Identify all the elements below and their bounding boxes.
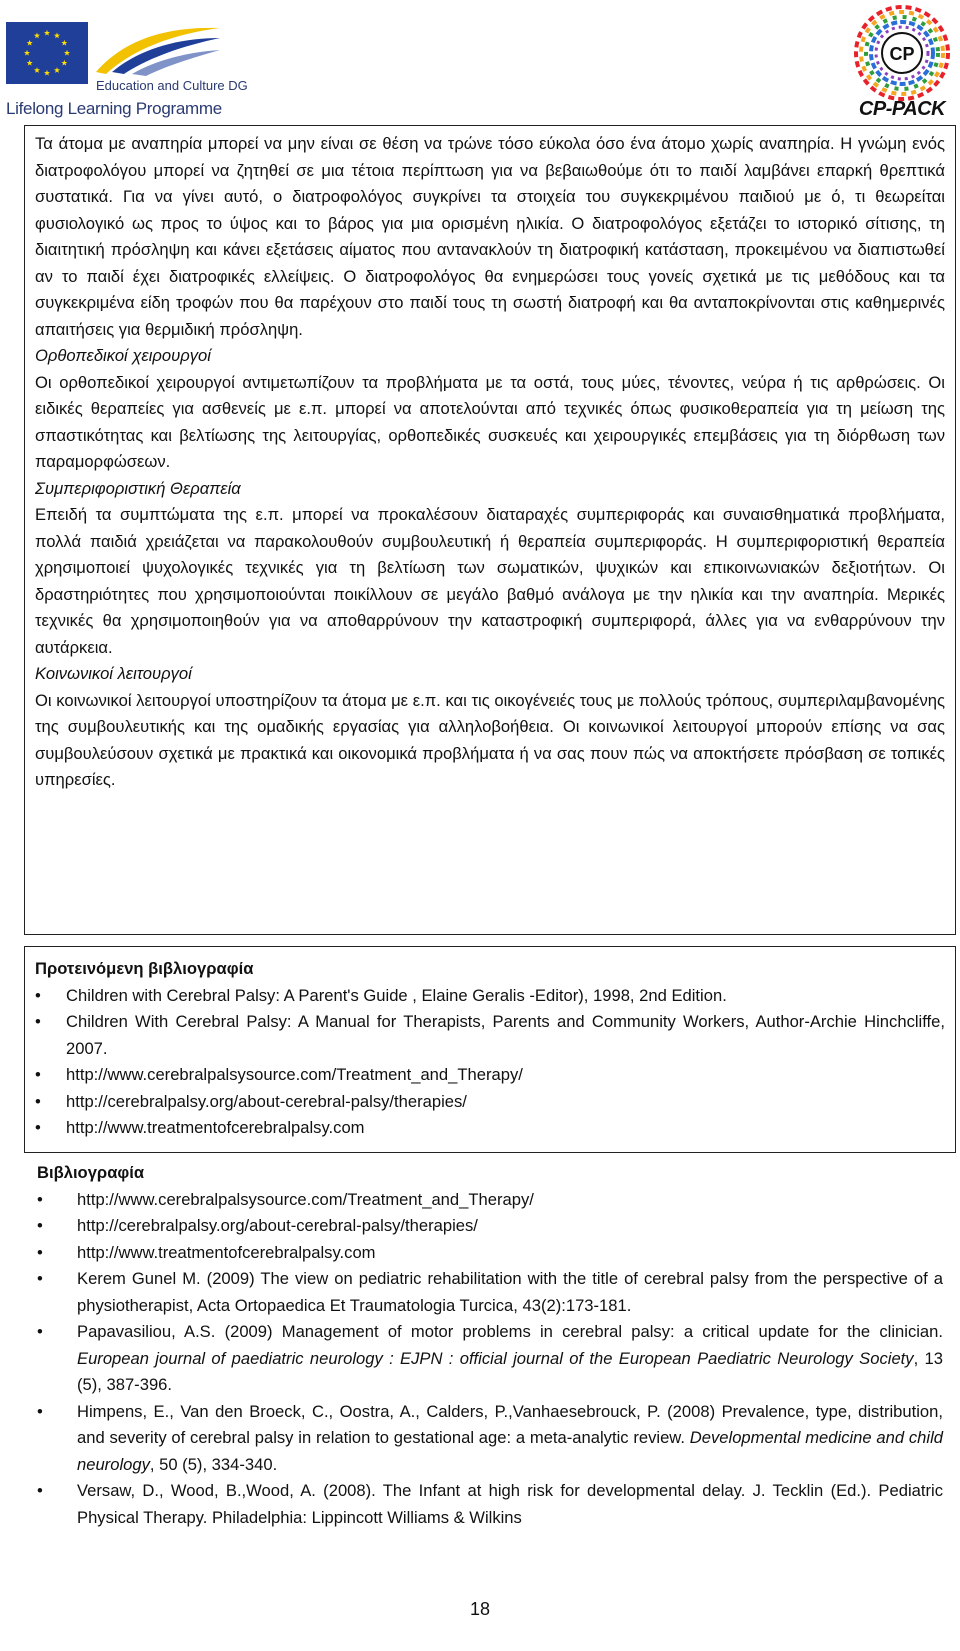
suggested-bibliography-box xyxy=(24,946,956,1153)
cp-logo-letters: CP xyxy=(889,44,915,64)
social-workers-heading: Κοινωνικοί λειτουργοί xyxy=(35,664,192,683)
orthopedic-heading: Ορθοπεδικοί χειρουργοί xyxy=(35,346,211,365)
bullet-icon: • xyxy=(35,1012,41,1031)
list-item xyxy=(37,1187,943,1214)
bibliography-list xyxy=(37,1187,943,1532)
behavioral-heading: Συμπεριφοριστική Θεραπεία xyxy=(35,478,241,498)
list-item xyxy=(37,1240,943,1267)
link[interactable]: http://www.treatmentofcerebralpalsy.com xyxy=(77,1242,376,1262)
suggested-bibliography-heading: Προτεινόμενη βιβλιογραφία xyxy=(35,959,254,978)
list-item xyxy=(35,1115,945,1142)
eu-flag-icon xyxy=(6,22,88,84)
list-item: • Papavasiliou, A.S. (2009) Management of motor problems in cerebral palsy: a critical update for the clinician. European journal of paediatric neurology : EJPN : official journal of the European Paediatric Neurology Society, 13 (5), 387-396. xyxy=(37,1319,943,1399)
page-number: 18 xyxy=(469,1599,491,1619)
page-header xyxy=(0,0,960,124)
cp-pack-label: CP-PACK xyxy=(858,98,946,120)
link[interactable]: http://cerebralpalsy.org/about-cerebral-palsy/therapies/ xyxy=(77,1216,478,1235)
list-item xyxy=(35,1062,945,1089)
bullet-icon: • xyxy=(37,1216,43,1235)
list-item: • Kerem Gunel M. (2009) The view on pediatric rehabilitation with the title of cerebral palsy from the perspective of a physiotherapist, Acta Ortopaedica Et Traumatologia Turcica, 43(2):173-181. xyxy=(37,1266,943,1319)
list-item xyxy=(35,1089,945,1116)
main-content-box xyxy=(24,125,956,935)
behavioral-paragraph: Επειδή τα συμπτώματα της ε.π. μπορεί να προκαλέσουν διαταραχές συμπεριφοράς και συναισθηματικά προβλήματα, πολλά παιδιά χρειάζεται να παρακολουθούν συμβουλευτική ή θεραπεία συμπεριφοράς. Η συμπεριφοριστική θεραπεία χρησιμοποιεί ψυχολογικές τεχνικές για τη βελτίωση των σωματικών, ψυχικών και επικοινωνιακών δεξιοτήτων. Οι δραστηριότητες που χρησιμοποιούνται ποικίλλουν σε μεγάλο βαθμό ανάλογα με την ηλικία και την αναπηρία. Μερικές τεχνικές θα χρησιμοποιηθούν για να αποθαρρύνουν την καταστροφική συμπεριφορά, άλλες για να ενθαρρύνουν την αυτάρκεια. xyxy=(35,505,945,657)
list-item xyxy=(37,1213,943,1240)
social-workers-paragraph: Οι κοινωνικοί λειτουργοί υποστηρίζουν τα άτομα με ε.π. και τις οικογένειές τους με πολλούς τρόπους, συμπεριλαμβανομένης της συμβουλευτικής και της ομαδικής εργασίας για αλληλοβοήθεια. Οι κοινωνικοί λειτουργοί μπορούν επίσης να σας συμβουλεύσουν σχετικά με πρακτικά και οικονομικά προβλήματα ή να σας πουν πώς να αποκτήσετε πρόσβαση σε τοπικές υπηρεσίες. xyxy=(35,690,945,789)
list-item: • Children With Cerebral Palsy: A Manual for Therapists, Parents and Community Workers, Author-Archie Hinchcliffe, 2007. xyxy=(35,1009,945,1062)
link[interactable]: http://www.treatmentofcerebralpalsy.com xyxy=(66,1118,365,1137)
bullet-icon: • xyxy=(35,985,41,1005)
bullet-icon: • xyxy=(37,1322,43,1341)
cp-pack-logo-icon xyxy=(852,2,952,104)
bibliography-section xyxy=(37,1160,943,1531)
orthopedic-paragraph: Οι ορθοπεδικοί χειρουργοί αντιμετωπίζουν τα προβλήματα με τα οστά, τους μύες, τένοντες, νεύρα ή τις αρθρώσεις. Οι ειδικές θεραπείες για ασθενείς με ε.π. μπορεί να αποτελούνται από τεχνικές όπως φυσικοθεραπεία για τη μείωση της σπαστικότητας και βελτίωσης της λειτουργίας, ορθοπεδικές συσκευές και χειρουργικές επεμβάσεις για τη διόρθωση των παραμορφώσεων. xyxy=(35,372,945,471)
lifelong-learning-label: Lifelong Learning Programme xyxy=(6,99,222,118)
bullet-icon: • xyxy=(35,1091,41,1111)
suggested-bibliography-list xyxy=(35,983,945,1142)
bullet-icon: • xyxy=(37,1401,43,1421)
bullet-icon: • xyxy=(37,1242,43,1262)
bullet-icon: • xyxy=(35,1118,41,1137)
nutritionist-paragraph: Τα άτομα με αναπηρία μπορεί να μην είναι σε θέση να τρώνε τόσο εύκολα όσο ένα άτομο χωρίς αναπηρία. Η γνώμη ενός διατροφολόγου μπορεί να ζητηθεί σε μια τέτοια περίπτωση για να βεβαιωθούμε ότι το παιδί λαμβάνει επαρκή θρεπτικά συστατικά. Για να γίνει αυτό, ο διατροφολόγος συγκρίνει τα στοιχεία του συγκεκριμένου παιδιού με ό, τι θεωρείται φυσιολογικό ως προς το ύψος και το βάρος για μια ορισμένη ηλικία. Ο διατροφολόγος εξετάζει το ιστορικό σίτισης, τη διαιτητική πρόσληψη και κάνει εξετάσεις αίματος που αντανακλούν τη διατροφική κατάσταση, προκειμένου να διαπιστωθεί αν το παιδί έχει διατροφικές ελλείψεις. Ο διατροφολόγος θα ενημερώσει τους γονείς σχετικά με τις μεθόδους και τα συγκεκριμένα είδη τροφών που θα παρέχουν στο παιδί τους τη σωστή διατροφή και θα ανταποκρίνονται στις καθημερινές απαιτήσεις για θερμιδική πρόσληψη. xyxy=(35,134,945,339)
list-item: • Versaw, D., Wood, B.,Wood, A. (2008). The Infant at high risk for developmental delay. J. Tecklin (Ed.). Pediatric Physical Therapy. Philadelphia: Lippincott Williams & Wilkins xyxy=(37,1478,943,1531)
education-and-culture-label: Education and Culture DG xyxy=(96,78,248,93)
link[interactable]: http://www.cerebralpalsysource.com/Treatment_and_Therapy/ xyxy=(77,1189,534,1209)
bullet-icon: • xyxy=(37,1189,43,1209)
list-item: • Children with Cerebral Palsy: A Parent's Guide , Elaine Geralis -Editor), 1998, 2nd Edition. xyxy=(35,983,945,1010)
list-item: • Himpens, E., Van den Broeck, C., Oostra, A., Calders, P.,Vanhaesebrouck, P. (2008) Prevalence, type, distribution, and severity of cerebral palsy in relation to gestational age: a meta-analytic review. Developmental medicine and child neurology, 50 (5), 334-340. xyxy=(37,1399,943,1479)
bullet-icon: • xyxy=(37,1481,43,1500)
lifelong-learning-swoosh-icon xyxy=(92,22,224,77)
link[interactable]: http://cerebralpalsy.org/about-cerebral-palsy/therapies/ xyxy=(66,1091,467,1111)
bullet-icon: • xyxy=(37,1269,43,1288)
bullet-icon: • xyxy=(35,1065,41,1084)
bibliography-heading: Βιβλιογραφία xyxy=(37,1163,145,1182)
link[interactable]: http://www.cerebralpalsysource.com/Treatment_and_Therapy/ xyxy=(66,1065,523,1084)
